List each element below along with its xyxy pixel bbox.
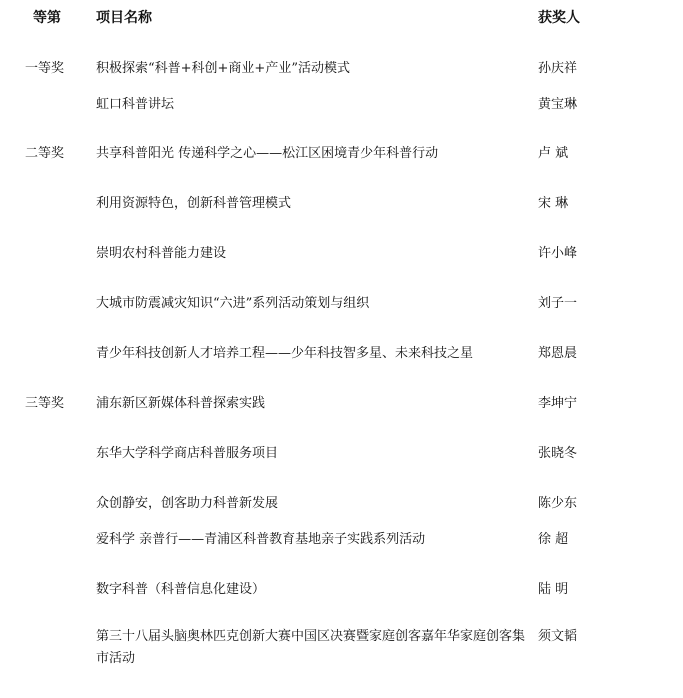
- row-project: 大城市防震减灾知识“六进”系列活动策划与组织: [96, 296, 370, 311]
- row-project: 共享科普阳光 传递科学之心——松江区困境青少年科普行动: [96, 146, 439, 161]
- row-project: 崇明农村科普能力建设: [96, 246, 227, 261]
- row-project: 积极探索“科普+科创+商业+产业”活动模式: [96, 61, 350, 76]
- row-winner: 卢 斌: [538, 146, 569, 161]
- row-winner: 李坤宁: [538, 396, 578, 411]
- header-grade: 等第: [33, 10, 61, 26]
- row-project: 众创静安，创客助力科普新发展: [96, 496, 279, 511]
- row-winner: 孙庆祥: [538, 61, 578, 76]
- row-project: 虹口科普讲坛: [96, 97, 175, 112]
- row-winner: 郑恩晨: [538, 346, 578, 361]
- row-winner: 黄宝琳: [538, 97, 578, 112]
- row-winner: 徐 超: [538, 532, 569, 547]
- row-project: 数字科普（科普信息化建设）: [96, 582, 266, 597]
- row-grade: 二等奖: [25, 146, 65, 161]
- row-project: 东华大学科学商店科普服务项目: [96, 446, 279, 461]
- header-winner: 获奖人: [538, 10, 580, 26]
- row-winner: 刘子一: [538, 296, 578, 311]
- row-winner: 许小峰: [538, 246, 578, 261]
- row-project: 利用资源特色，创新科普管理模式: [96, 196, 292, 211]
- row-project: 浦东新区新媒体科普探索实践: [96, 396, 266, 411]
- row-grade: 一等奖: [25, 61, 65, 76]
- row-winner: 陆 明: [538, 582, 569, 597]
- row-project: 爱科学 亲普行——青浦区科普教育基地亲子实践系列活动: [96, 532, 426, 547]
- row-winner: 张晓冬: [538, 446, 578, 461]
- row-project: 第三十八届头脑奥林匹克创新大赛中国区决赛暨家庭创客嘉年华家庭创客集市活动: [96, 629, 526, 666]
- row-grade: 三等奖: [25, 396, 65, 411]
- row-winner: 陈少东: [538, 496, 578, 511]
- row-winner: 须文韬: [538, 629, 578, 644]
- header-project-name: 项目名称: [96, 10, 152, 26]
- row-winner: 宋 琳: [538, 196, 569, 211]
- row-project: 青少年科技创新人才培养工程——少年科技智多星、未来科技之星: [96, 346, 474, 361]
